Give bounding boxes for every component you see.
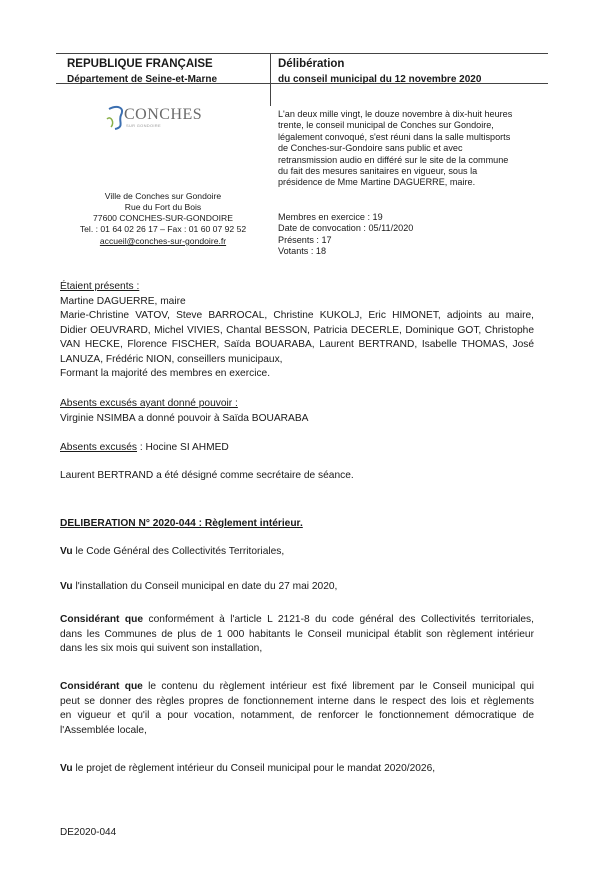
session-intro xyxy=(278,109,548,189)
vu-lead: Vu xyxy=(60,581,73,592)
secretary-line xyxy=(60,469,534,484)
considerant-lead: Considérant que xyxy=(60,681,143,692)
header-block xyxy=(56,53,548,263)
absents-pouvoir-heading: Absents excusés ayant donné pouvoir : xyxy=(60,398,238,409)
secretary-text: Laurent BERTRAND a été désigné comme secrétaire de séance. xyxy=(60,470,354,481)
absents-names: : Hocine SI AHMED xyxy=(137,442,229,453)
considerant-text: en vigueur et qu'il a pour vocation, notamment, de renforcer le fonctionnement démocratique de xyxy=(60,710,534,721)
presents-line: Marie-Christine VATOV, Steve BARROCAL, Christine KUKOLJ, Eric HIMONET, adjoints au maire, xyxy=(60,310,534,321)
presents-section xyxy=(60,280,534,382)
present-count: Présents : 17 xyxy=(278,234,332,245)
attendance-stats xyxy=(278,212,413,258)
vu-text: le Code Général des Collectivités Territoriales, xyxy=(72,546,285,557)
address-line: Ville de Conches sur Gondoire xyxy=(104,191,222,201)
document-reference: DE2020-044 xyxy=(60,827,117,838)
members-count: Membres en exercice : 19 xyxy=(278,212,383,222)
deliberation-heading: Délibération xyxy=(278,58,345,70)
republic-title: REPUBLIQUE FRANÇAISE xyxy=(67,58,213,70)
vu-lead: Vu xyxy=(60,546,73,557)
voters-count: Votants : 18 xyxy=(278,246,327,257)
considerant-text: peut se donner des règles propres de fonctionnement interne dans le respect des lois et règlements xyxy=(60,695,534,707)
address-line: Rue du Fort du Bois xyxy=(124,202,202,212)
presents-heading: Étaient présents : xyxy=(60,281,140,292)
absents-section xyxy=(60,441,534,456)
vu-text: le projet de règlement intérieur du Conseil municipal pour le mandat 2020/2026, xyxy=(72,763,436,774)
vu-text: l'installation du Conseil municipal en date du 27 mai 2020, xyxy=(72,581,338,592)
vu-paragraph xyxy=(60,545,534,560)
council-date-heading: du conseil municipal du 12 novembre 2020 xyxy=(278,74,482,85)
department-title: Département de Seine-et-Marne xyxy=(67,74,218,85)
presents-line: Martine DAGUERRE, maire xyxy=(60,295,186,307)
absents-pouvoir-line: Virginie NSIMBA a donné pouvoir à Saïda BOUARABA xyxy=(60,412,309,424)
presents-line: VAN HECKE, Florence FISCHER, Saïda BOUARABA, Laurent BERTRAND, Isabelle THOMAS, José xyxy=(60,339,534,350)
absents-heading: Absents excusés xyxy=(60,442,138,453)
intro-line: présidence de Mme Martine DAGUERRE, maire. xyxy=(278,177,476,188)
intro-line: du fait des mesures sanitaires en vigueur, sous la xyxy=(278,166,478,177)
logo-subtitle: SUR GONDOIRE xyxy=(126,123,161,128)
convocation-date: Date de convocation : 05/11/2020 xyxy=(278,223,414,234)
email-link[interactable]: accueil@conches-sur-gondoire.fr xyxy=(99,236,227,246)
absents-pouvoir-section xyxy=(60,397,534,426)
intro-line: de Conches-sur-Gondoire sans public et avec xyxy=(278,143,463,154)
intro-line: légalement convoqué, s'est réuni dans la salle multisports xyxy=(278,131,511,142)
presents-line: Didier OEUVRARD, Michel VIVIES, Chantal BESSON, Patricia DECERLE, Dominique GOT, Christophe xyxy=(60,324,534,336)
vu-lead: Vu xyxy=(60,763,73,774)
deliberation-title-block xyxy=(60,517,534,532)
considerant-text: l'Assemblée locale, xyxy=(60,724,147,736)
presents-line: Formant la majorité des membres en exercice. xyxy=(60,368,271,379)
phone-fax-line: Tel. : 01 64 02 26 17 – Fax : 01 60 07 92 52 xyxy=(79,224,247,234)
logo-wordmark: CONCHES xyxy=(124,106,203,123)
intro-line: trente, le conseil municipal de Conches sur Gondoire, xyxy=(278,120,494,131)
intro-line: retransmission audio en différé sur le site de la commune xyxy=(278,154,509,165)
intro-line: L'an deux mille vingt, le douze novembre à dix-huit heures xyxy=(278,109,513,119)
address-line: 77600 CONCHES-SUR-GONDOIRE xyxy=(93,213,233,223)
considerant-paragraph xyxy=(60,680,534,738)
vu-paragraph xyxy=(60,580,534,595)
considerant-text: le contenu du règlement intérieur est fixé librement par le Conseil municipal qui xyxy=(142,681,534,692)
considerant-lead: Considérant que xyxy=(60,614,144,625)
considerant-paragraph xyxy=(60,613,534,657)
considerant-text: dans les Communes de plus de 1 000 habitants le Conseil municipal établit son règlement intérieur xyxy=(60,628,534,640)
deliberation-title: DELIBERATION N° 2020-044 : Règlement intérieur. xyxy=(60,518,303,529)
header-vertical-divider xyxy=(270,54,271,106)
vu-paragraph xyxy=(60,762,534,777)
considerant-text: conformément à l'article L 2121-8 du code général des Collectivités territoriales, xyxy=(143,614,534,625)
presents-line: LANUZA, Frédéric NION, conseillers municipaux, xyxy=(60,353,283,365)
considerant-text: dans les six mois qui suivent son installation, xyxy=(60,643,263,654)
